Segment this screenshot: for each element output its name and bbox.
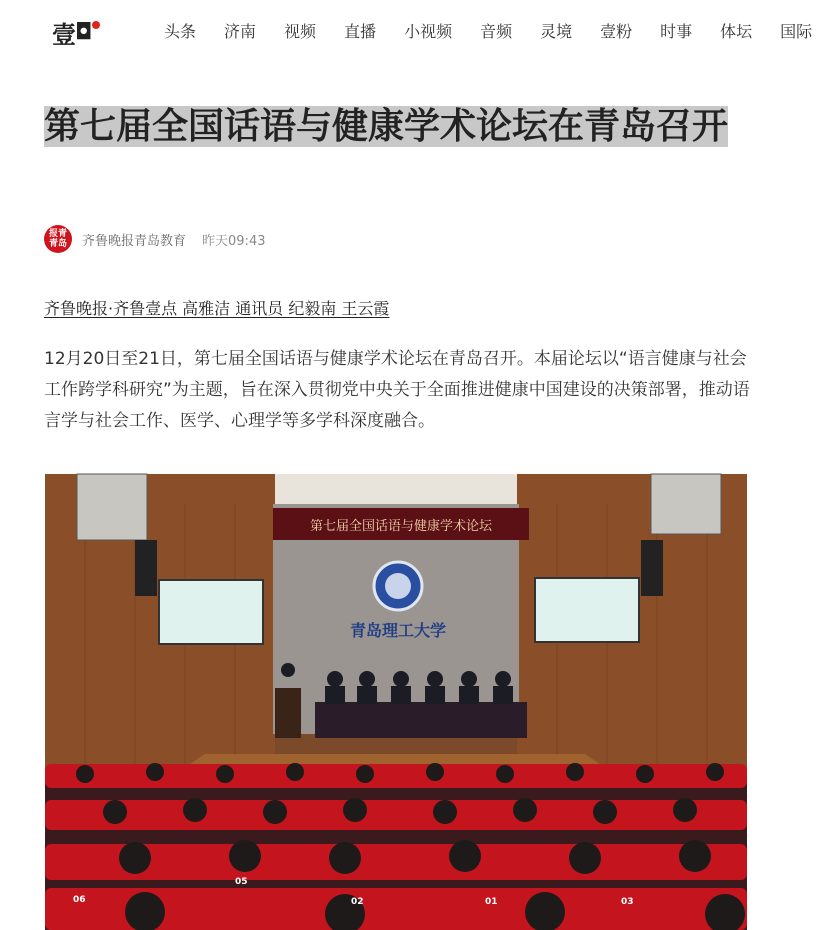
head-table (315, 702, 527, 738)
nav-item[interactable]: 壹粉 (600, 22, 633, 41)
source-name[interactable]: 齐鲁晚报青岛教育 (82, 233, 187, 249)
nav-item[interactable]: 音频 (480, 22, 513, 41)
nav-item[interactable]: 时事 (660, 22, 693, 41)
source-avatar[interactable] (44, 225, 72, 253)
university-name: 青岛理工大学 (349, 621, 447, 640)
nav-item[interactable]: 视频 (284, 22, 317, 41)
article-photo (45, 474, 747, 930)
seat-number: 03 (621, 897, 634, 907)
logo-dot-icon (92, 21, 100, 29)
top-navigation (0, 0, 813, 64)
left-speaker (135, 540, 157, 596)
seat-number: 05 (235, 877, 248, 887)
right-speaker (641, 540, 663, 596)
nav-item[interactable]: 灵境 (540, 22, 573, 41)
nav-item[interactable]: 体坛 (720, 22, 753, 41)
publish-time: 昨天09:43 (202, 233, 266, 249)
nav-item[interactable]: 直播 (344, 22, 377, 41)
seat-number: 06 (73, 895, 86, 905)
banner-text: 第七届全国话语与健康学术论坛 (309, 519, 493, 534)
speaker-person (281, 663, 295, 677)
left-window (77, 474, 147, 540)
avatar-text: 报青 青岛 (48, 229, 67, 249)
article-title (44, 104, 744, 150)
article-header (44, 104, 744, 150)
seat-number: 02 (351, 897, 364, 907)
right-screen (535, 578, 639, 642)
article-meta (44, 224, 265, 254)
article-title-text: 第七届全国话语与健康学术论坛在青岛召开 (44, 106, 729, 147)
main-nav (164, 20, 840, 44)
article-paragraph: 12月20日至21日，第七届全国话语与健康学术论坛在青岛召开。本届论坛以“语言健康与社会工作跨学科研究”为主题，旨在深入贯彻党中央关于全面推进健康中国建设的决策部署，推动语言学与社会工作、医学、心理学等多学科深度融合。 (44, 349, 750, 431)
nav-item[interactable]: 济南 (224, 22, 257, 41)
nav-item[interactable]: 小视频 (404, 22, 453, 41)
logo-mark: ◘ (75, 19, 92, 45)
article-byline: 齐鲁晚报·齐鲁壹点 高雅洁 通讯员 纪毅南 王云霞 (44, 299, 390, 318)
seat-number: 01 (485, 897, 498, 907)
podium (275, 688, 301, 738)
left-screen (159, 580, 263, 644)
emblem-inner (385, 573, 411, 599)
conference-hall-illustration (45, 474, 747, 930)
right-window (651, 474, 721, 534)
logo-text: 壹 (52, 19, 75, 49)
site-logo[interactable] (52, 17, 100, 47)
nav-item[interactable]: 头条 (164, 22, 197, 41)
nav-item[interactable]: 国际 (780, 22, 813, 41)
